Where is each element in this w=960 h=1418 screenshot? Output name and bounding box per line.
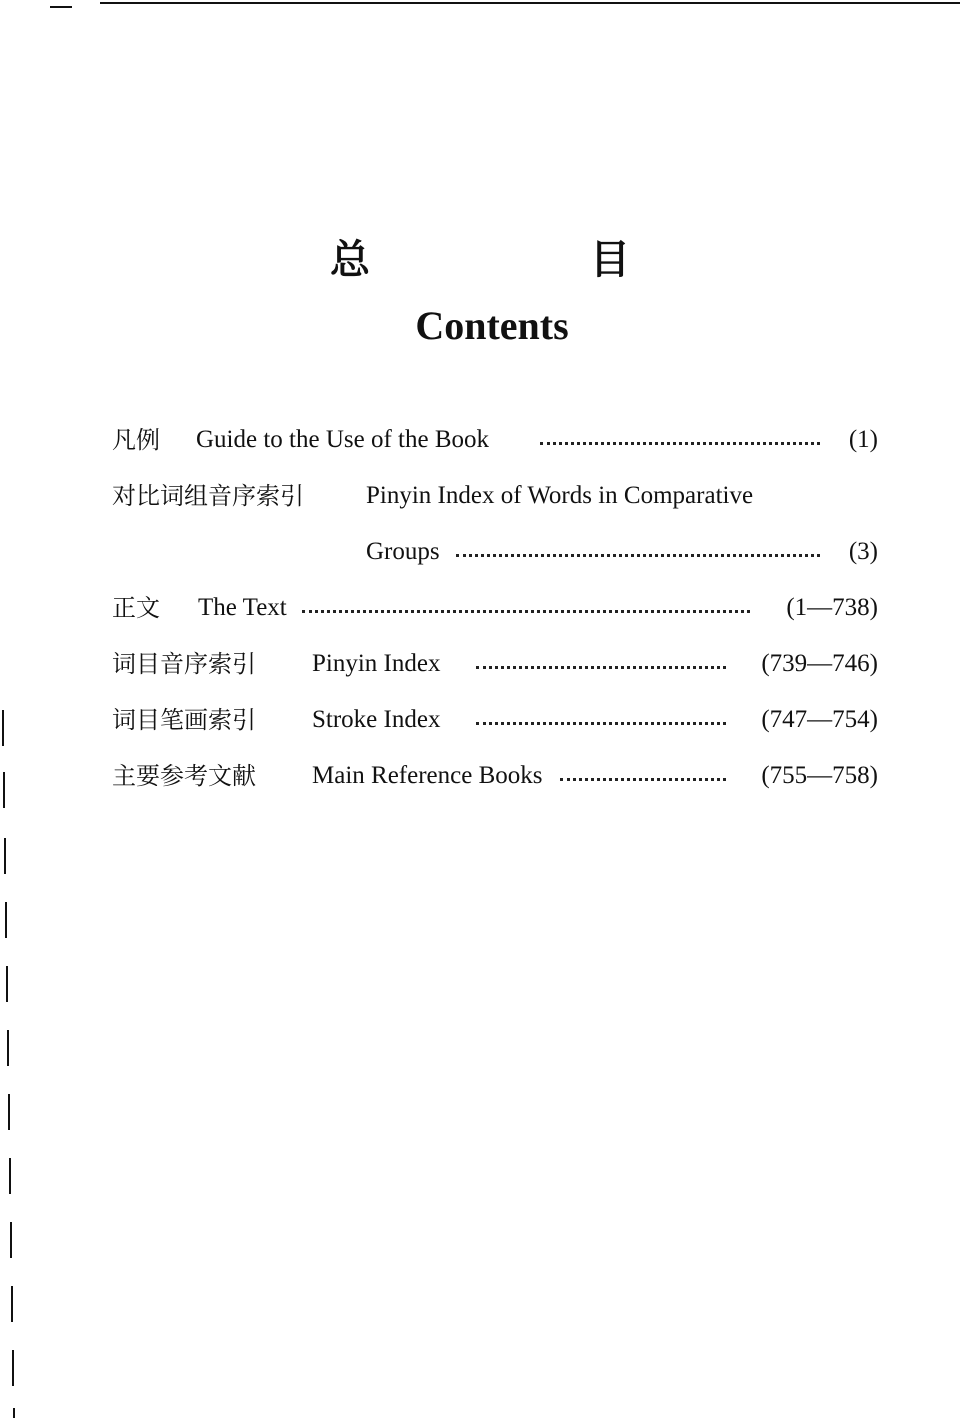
page-title-chinese: 总 目 — [330, 237, 720, 283]
toc-entry-chinese: 主要参考文献 — [112, 762, 256, 790]
binding-tick — [6, 966, 8, 1002]
leader-dots — [540, 420, 820, 445]
binding-tick — [3, 772, 5, 808]
toc-entry-page: (755—758) — [761, 762, 878, 789]
toc-entry-page: (3) — [848, 538, 878, 565]
toc-entry-english: Main Reference Books — [312, 762, 543, 789]
toc-entry-page: (1—738) — [786, 594, 878, 621]
toc-entry-english: The Text — [198, 594, 287, 621]
binding-tick — [12, 1350, 14, 1386]
binding-tick — [7, 1030, 9, 1066]
toc-entry-english-continued: Groups — [366, 538, 440, 565]
toc-entry-pinyin-comparative[interactable] — [112, 476, 878, 516]
leader-dots — [302, 588, 750, 613]
top-rule — [100, 2, 960, 4]
toc-entry-page: (739—746) — [761, 650, 878, 677]
toc-entry-references[interactable] — [112, 756, 878, 796]
toc-entry-guide[interactable] — [112, 420, 878, 460]
binding-tick — [10, 1222, 12, 1258]
toc-entry-stroke-index[interactable] — [112, 700, 878, 740]
binding-tick — [2, 710, 4, 746]
toc-entry-text[interactable] — [112, 588, 878, 628]
binding-tick — [13, 1408, 15, 1418]
toc-entry-english: Pinyin Index — [312, 650, 441, 677]
toc-entry-chinese: 对比词组音序索引 — [112, 482, 304, 510]
binding-tick — [9, 1158, 11, 1194]
binding-tick — [5, 902, 7, 938]
toc-entry-page: (747—754) — [761, 706, 878, 733]
leader-dots — [560, 756, 726, 781]
toc-entry-chinese: 词目笔画索引 — [112, 706, 256, 734]
toc-entry-chinese: 正文 — [112, 594, 160, 622]
toc-entry-pinyin-comparative-continued[interactable] — [112, 532, 878, 572]
toc-entry-chinese: 词目音序索引 — [112, 650, 256, 678]
toc-entry-english: Pinyin Index of Words in Comparative — [366, 482, 754, 509]
binding-tick — [11, 1286, 13, 1322]
toc-entry-chinese: 凡例 — [112, 426, 160, 454]
leader-dots — [476, 644, 726, 669]
toc-entry-page: (1) — [848, 426, 878, 453]
page-title-english: Contents — [415, 303, 569, 348]
toc-entry-english: Stroke Index — [312, 706, 441, 733]
page-edge-mark — [50, 6, 72, 8]
binding-tick — [4, 838, 6, 874]
toc-entry-english: Guide to the Use of the Book — [196, 426, 490, 453]
toc-entry-pinyin-index[interactable] — [112, 644, 878, 684]
binding-tick — [8, 1094, 10, 1130]
leader-dots — [476, 700, 726, 725]
leader-dots — [456, 532, 820, 557]
